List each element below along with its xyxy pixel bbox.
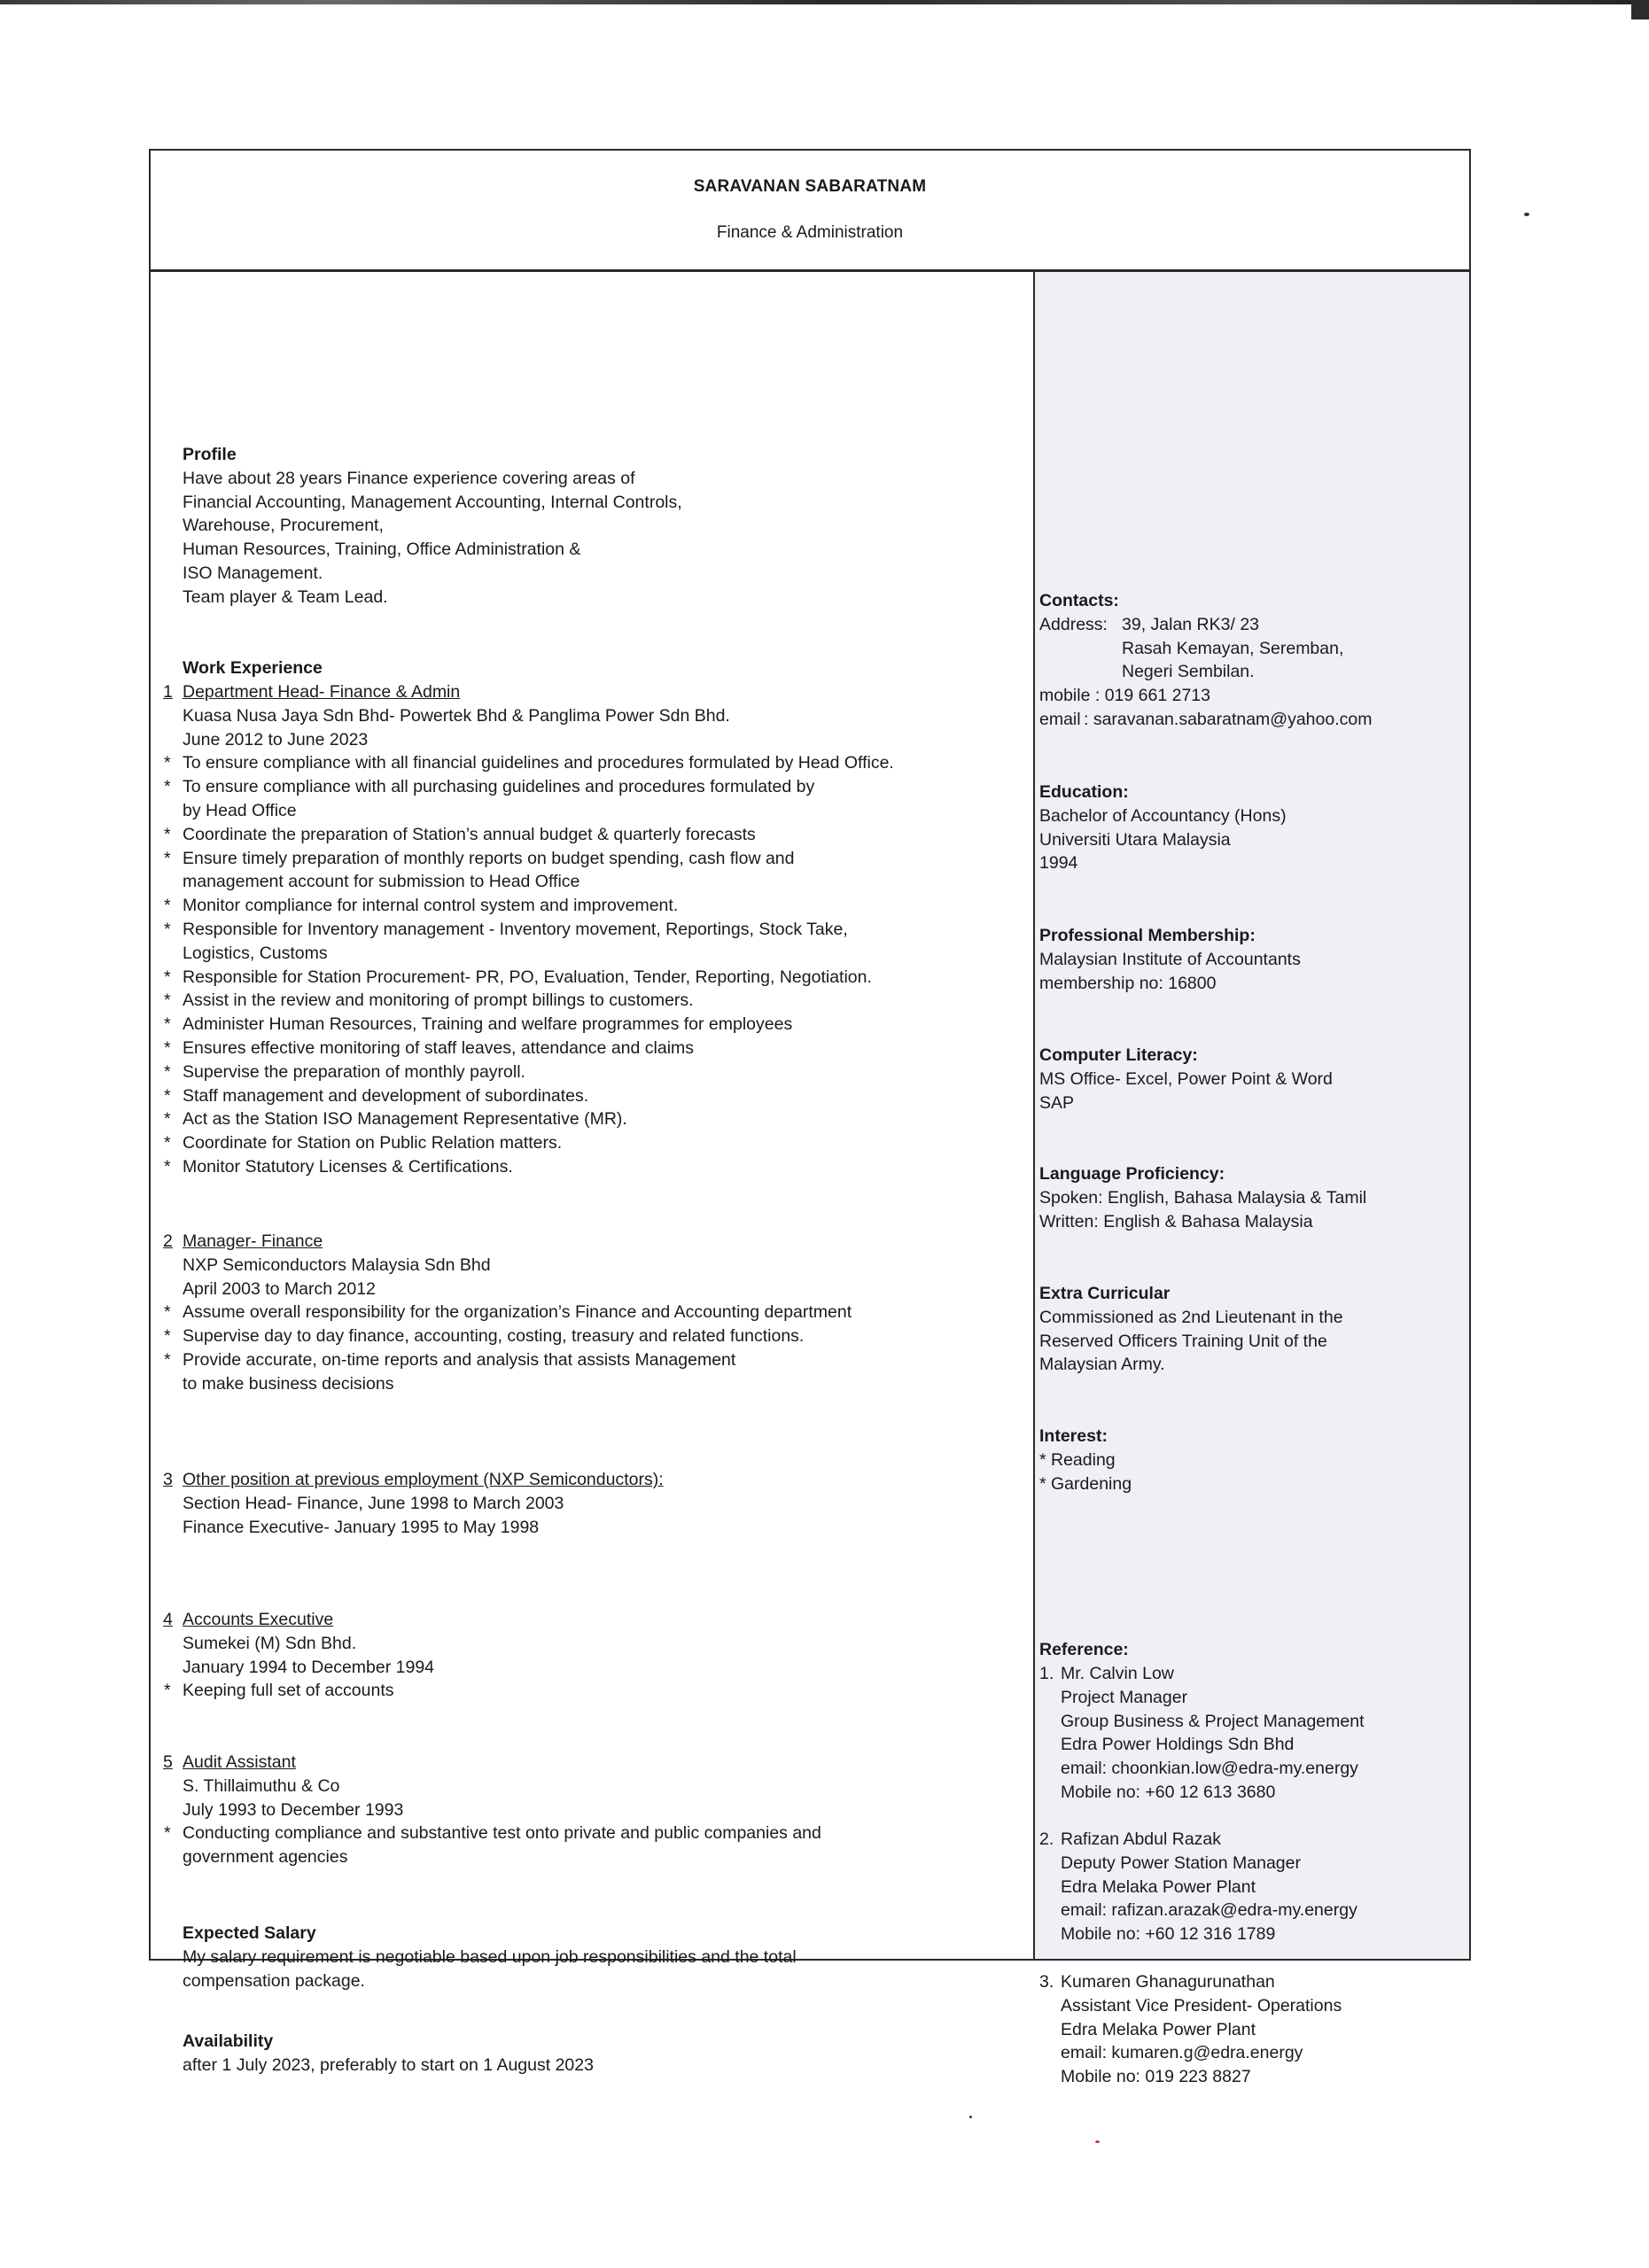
salary-line: compensation package. xyxy=(183,1970,365,1991)
job-title: Other position at previous employment (NXP Semiconductors): xyxy=(183,1470,664,1489)
job-company: S. Thillaimuthu & Co xyxy=(183,1775,340,1796)
mobile-line: mobile : 019 661 2713 xyxy=(1039,686,1210,706)
bullet-marker: * xyxy=(164,1326,171,1347)
job-bullet-text: Coordinate the preparation of Station’s annual budget & quarterly forecasts xyxy=(183,824,756,844)
contacts-heading: Contacts: xyxy=(1039,591,1119,610)
interest-item: * Gardening xyxy=(1039,1473,1132,1494)
profile-line: Have about 28 years Finance experience covering areas of xyxy=(183,468,635,488)
reference-detail: Mobile no: +60 12 613 3680 xyxy=(1061,1783,1276,1802)
language-heading: Language Proficiency: xyxy=(1039,1164,1225,1184)
job-bullet-text: Assist in the review and monitoring of prompt billings to customers. xyxy=(183,990,694,1011)
candidate-name: SARAVANAN SABARATNAM xyxy=(693,177,927,196)
reference-name: Kumaren Ghanagurunathan xyxy=(1061,1972,1275,1992)
bullet-marker: * xyxy=(164,1302,171,1323)
job-bullet-text: Monitor Statutory Licenses & Certifications. xyxy=(183,1157,513,1177)
bullet-marker: * xyxy=(164,1157,171,1177)
address-label: Address: xyxy=(1039,614,1108,634)
reference-detail: Edra Melaka Power Plant xyxy=(1061,1876,1256,1897)
job-bullet-text: Logistics, Customs xyxy=(183,943,328,963)
sidebar-column xyxy=(1033,272,1469,2087)
education-line: Bachelor of Accountancy (Hons) xyxy=(1039,805,1287,826)
job-bullet-text: to make business decisions xyxy=(183,1373,394,1394)
education-line: Universiti Utara Malaysia xyxy=(1039,829,1231,850)
reference-number: 1. xyxy=(1039,1664,1054,1683)
job-title: Department Head- Finance & Admin xyxy=(183,682,461,702)
reference-number: 2. xyxy=(1039,1829,1054,1849)
reference-detail: Edra Melaka Power Plant xyxy=(1061,2019,1256,2039)
bullet-marker: * xyxy=(164,990,171,1011)
job-bullet-text: Monitor compliance for internal control system and improvement. xyxy=(183,896,679,916)
scan-edge xyxy=(0,0,1649,4)
bullet-marker: * xyxy=(164,1061,171,1082)
availability-heading: Availability xyxy=(183,2031,274,2051)
salary-line: My salary requirement is negotiable based upon job responsibilities and the total xyxy=(183,1946,797,1967)
job-period: July 1993 to December 1993 xyxy=(183,1799,404,1820)
job-bullet-text: Administer Human Resources, Training and welfare programmes for employees xyxy=(183,1014,793,1035)
reference-detail: Project Manager xyxy=(1061,1687,1188,1707)
bullet-marker: * xyxy=(164,824,171,844)
job-number: 2 xyxy=(163,1231,173,1251)
job-bullet-text: Responsible for Inventory management - Inventory movement, Reportings, Stock Take, xyxy=(183,920,848,939)
reference-heading: Reference: xyxy=(1039,1640,1129,1659)
bullet-marker: * xyxy=(164,1681,171,1701)
reference-detail: Edra Power Holdings Sdn Bhd xyxy=(1061,1735,1295,1755)
reference-detail: email: choonkian.low@edra-my.energy xyxy=(1061,1759,1358,1779)
job-company: Sumekei (M) Sdn Bhd. xyxy=(183,1633,357,1653)
reference-number: 3. xyxy=(1039,1972,1054,1992)
bullet-marker: * xyxy=(164,1085,171,1106)
job-title: Accounts Executive xyxy=(183,1610,334,1629)
bullet-marker: * xyxy=(164,1133,171,1153)
extra-curricular-line: Reserved Officers Training Unit of the xyxy=(1039,1331,1327,1351)
bullet-marker: * xyxy=(164,1109,171,1130)
address-line: Rasah Kemayan, Seremban, xyxy=(1122,638,1344,658)
job-bullet-text: To ensure compliance with all financial guidelines and procedures formulated by Head Office. xyxy=(183,753,894,773)
address-line: 39, Jalan RK3/ 23 xyxy=(1122,614,1260,634)
scan-speck xyxy=(1095,2140,1100,2143)
job-bullet-text: Conducting compliance and substantive test onto private and public companies and xyxy=(183,1823,821,1844)
work-experience-heading: Work Experience xyxy=(183,658,323,678)
salary-heading: Expected Salary xyxy=(183,1923,316,1943)
language-line: Written: English & Bahasa Malaysia xyxy=(1039,1211,1313,1231)
reference-detail: Mobile no: 019 223 8827 xyxy=(1061,2067,1251,2087)
job-period: April 2003 to March 2012 xyxy=(183,1278,376,1299)
profile-line: Human Resources, Training, Office Administration & xyxy=(183,540,581,560)
bullet-marker: * xyxy=(164,967,171,987)
resume-frame xyxy=(149,149,1471,2087)
job-company: NXP Semiconductors Malaysia Sdn Bhd xyxy=(183,1254,491,1275)
job-company: Kuasa Nusa Jaya Sdn Bhd- Powertek Bhd & Panglima Power Sdn Bhd. xyxy=(183,705,730,726)
scan-speck xyxy=(969,2116,972,2118)
bullet-marker: * xyxy=(164,1014,171,1035)
reference-name: Mr. Calvin Low xyxy=(1061,1664,1174,1683)
profile-line: Warehouse, Procurement, xyxy=(183,516,384,536)
bullet-marker: * xyxy=(164,1350,171,1370)
email-value: : saravanan.sabaratnam@yahoo.com xyxy=(1084,710,1373,729)
reference-detail: email: rafizan.arazak@edra-my.energy xyxy=(1061,1900,1357,1921)
computer-line: MS Office- Excel, Power Point & Word xyxy=(1039,1068,1333,1089)
bullet-marker: * xyxy=(164,920,171,939)
job-bullet-text: Staff management and development of subordinates. xyxy=(183,1085,589,1106)
reference-detail: Assistant Vice President- Operations xyxy=(1061,1995,1342,2016)
job-bullet-text: To ensure compliance with all purchasing guidelines and procedures formulated by xyxy=(183,777,815,797)
interest-item: * Reading xyxy=(1039,1449,1116,1470)
job-bullet-text: Supervise the preparation of monthly payroll. xyxy=(183,1061,525,1082)
profile-line: ISO Management. xyxy=(183,563,323,583)
extra-curricular-line: Malaysian Army. xyxy=(1039,1355,1165,1375)
profile-heading: Profile xyxy=(183,445,237,464)
education-line: 1994 xyxy=(1039,853,1078,874)
job-number: 5 xyxy=(163,1752,173,1772)
main-column xyxy=(151,272,1033,2075)
job-period: January 1994 to December 1994 xyxy=(183,1657,435,1677)
job-title: Manager- Finance xyxy=(183,1231,323,1251)
reference-name: Rafizan Abdul Razak xyxy=(1061,1829,1222,1849)
email-label: email xyxy=(1039,710,1081,729)
scan-corner xyxy=(1631,0,1649,19)
job-period: June 2012 to June 2023 xyxy=(183,729,369,750)
job-bullet-text: Coordinate for Station on Public Relation matters. xyxy=(183,1133,563,1153)
reference-detail: Group Business & Project Management xyxy=(1061,1711,1365,1731)
reference-detail: Deputy Power Station Manager xyxy=(1061,1852,1301,1873)
job-bullet-text: Ensure timely preparation of monthly reports on budget spending, cash flow and xyxy=(183,848,795,868)
bullet-marker: * xyxy=(164,777,171,797)
scan-speck xyxy=(1524,213,1529,216)
education-heading: Education: xyxy=(1039,782,1129,802)
membership-line: membership no: 16800 xyxy=(1039,973,1217,993)
job-number: 3 xyxy=(163,1470,173,1489)
job-bullet-text: Keeping full set of accounts xyxy=(183,1681,394,1701)
profile-line: Team player & Team Lead. xyxy=(183,586,388,607)
job-bullet-text: government agencies xyxy=(183,1847,348,1868)
job-line: Finance Executive- January 1995 to May 1998 xyxy=(183,1517,540,1537)
job-bullet-text: Responsible for Station Procurement- PR, PO, Evaluation, Tender, Reporting, Negotiation. xyxy=(183,967,872,987)
bullet-marker: * xyxy=(164,896,171,916)
bullet-marker: * xyxy=(164,848,171,868)
job-number: 4 xyxy=(163,1610,173,1629)
job-bullet-text: management account for submission to Head Office xyxy=(183,872,580,892)
availability-text: after 1 July 2023, preferably to start on 1 August 2023 xyxy=(183,2054,594,2075)
profile-line: Financial Accounting, Management Accounting, Internal Controls, xyxy=(183,492,682,512)
membership-heading: Professional Membership: xyxy=(1039,926,1256,945)
computer-heading: Computer Literacy: xyxy=(1039,1045,1198,1065)
job-bullet-text: by Head Office xyxy=(183,801,297,820)
bullet-marker: * xyxy=(164,1823,171,1844)
extra-curricular-line: Commissioned as 2nd Lieutenant in the xyxy=(1039,1307,1343,1327)
job-bullet-text: Provide accurate, on-time reports and analysis that assists Management xyxy=(183,1350,736,1370)
reference-detail: email: kumaren.g@edra.energy xyxy=(1061,2043,1303,2063)
membership-line: Malaysian Institute of Accountants xyxy=(1039,949,1301,969)
bullet-marker: * xyxy=(164,1038,171,1058)
job-title: Audit Assistant xyxy=(183,1752,296,1772)
job-bullet-text: Act as the Station ISO Management Representative (MR). xyxy=(183,1109,627,1130)
language-line: Spoken: English, Bahasa Malaysia & Tamil xyxy=(1039,1187,1367,1208)
extra-curricular-heading: Extra Curricular xyxy=(1039,1284,1171,1303)
address-line: Negeri Sembilan. xyxy=(1122,662,1255,682)
job-bullet-text: Supervise day to day finance, accounting, costing, treasury and related functions. xyxy=(183,1326,805,1347)
job-number: 1 xyxy=(163,682,173,702)
job-bullet-text: Ensures effective monitoring of staff leaves, attendance and claims xyxy=(183,1038,695,1058)
candidate-title: Finance & Administration xyxy=(716,223,904,242)
interest-heading: Interest: xyxy=(1039,1426,1108,1446)
job-bullet-text: Assume overall responsibility for the organization’s Finance and Accounting department xyxy=(183,1302,852,1323)
resume-header xyxy=(151,151,1469,272)
job-line: Section Head- Finance, June 1998 to March 2003 xyxy=(183,1493,564,1513)
reference-detail: Mobile no: +60 12 316 1789 xyxy=(1061,1924,1276,1945)
computer-line: SAP xyxy=(1039,1092,1075,1113)
bullet-marker: * xyxy=(164,753,171,773)
